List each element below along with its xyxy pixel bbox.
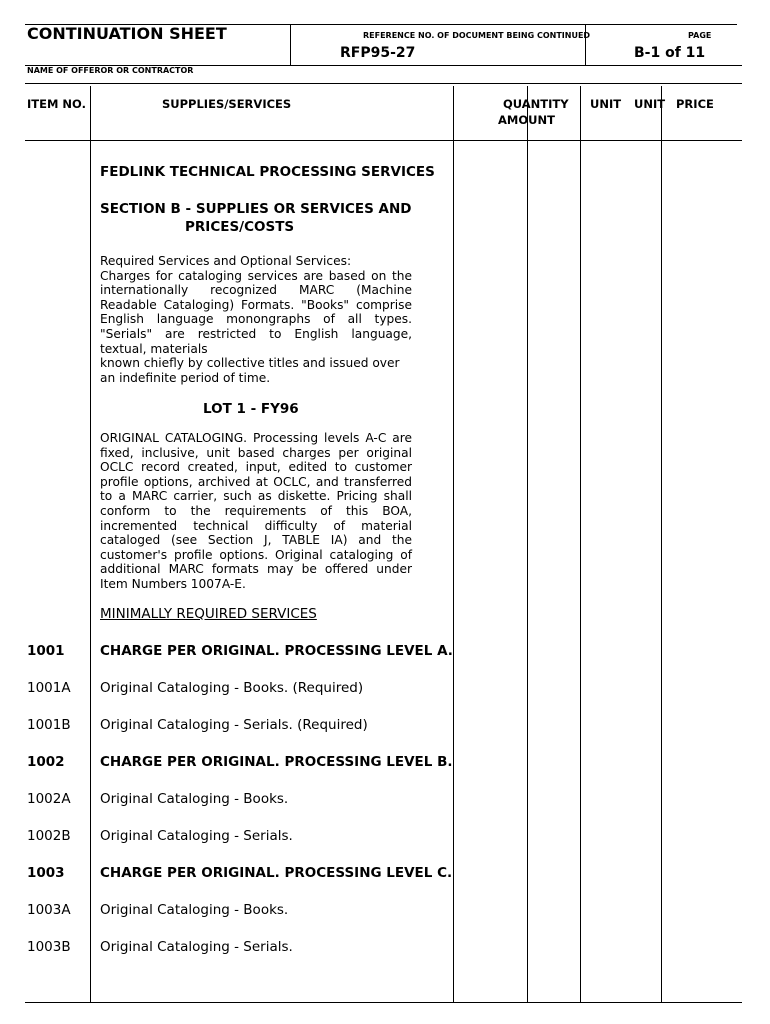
col-quantity: QUANTITY [503, 97, 569, 111]
section-b-line2: PRICES/COSTS [185, 219, 295, 235]
reference-label: REFERENCE NO. OF DOCUMENT BEING CONTINUED [363, 31, 591, 40]
item-number: 1002A [27, 791, 71, 807]
item-number: 1003B [27, 939, 71, 955]
item-description: Original Cataloging - Serials. [100, 939, 293, 955]
item-description: CHARGE PER ORIGINAL. PROCESSING LEVEL A. [100, 643, 453, 659]
item-description: CHARGE PER ORIGINAL. PROCESSING LEVEL B. [100, 754, 453, 770]
item-description: Original Cataloging - Books. [100, 791, 289, 807]
item-description: Original Cataloging - Books. (Required) [100, 680, 364, 696]
col-divider-unit-price [661, 86, 662, 1003]
lot-heading: LOT 1 - FY96 [203, 401, 299, 417]
col-unit-price-unit: UNIT [634, 97, 666, 111]
header-bottom-rule [25, 83, 742, 84]
min-required-heading: MINIMALLY REQUIRED SERVICES [100, 606, 317, 622]
item-number: 1003 [27, 865, 65, 881]
intro-paragraph-2: known chiefly by collective titles and issued over an indefinite period of time. [100, 356, 400, 385]
col-amount: AMOUNT [498, 113, 555, 127]
item-number: 1002 [27, 754, 65, 770]
intro-heading: Required Services and Optional Services: [100, 254, 352, 268]
item-number: 1001 [27, 643, 65, 659]
column-header-rule [25, 140, 742, 141]
original-cataloging-paragraph: ORIGINAL CATALOGING. Processing levels A-C are fixed, inclusive, unit based charges per original OCLC record created, input, edited to customer profile options, archived at OCLC, and transferred to a MARC carrier, such as diskette. Pricing shall conform to the requirements of this BOA, incremented technical difficulty of material cataloged (see Section J, TABLE IA) and the customer's profile options. Original cataloging of additional MARC formats may be offered under Item Numbers 1007A-E. [100, 431, 412, 591]
footer-rule [25, 1002, 742, 1003]
offeror-label: NAME OF OFFEROR OR CONTRACTOR [27, 66, 194, 75]
item-description: Original Cataloging - Serials. (Required) [100, 717, 368, 733]
item-description: CHARGE PER ORIGINAL. PROCESSING LEVEL C. [100, 865, 453, 881]
item-number: 1001A [27, 680, 71, 696]
section-b-line1: SECTION B - SUPPLIES OR SERVICES AND [100, 201, 412, 217]
page-label: PAGE [688, 31, 712, 40]
header-divider-1 [290, 24, 291, 65]
col-divider-supplies [453, 86, 454, 1003]
col-divider-unit [580, 86, 581, 1003]
page-value: B-1 of 11 [634, 45, 706, 61]
intro-block [100, 254, 412, 385]
item-number: 1001B [27, 717, 71, 733]
col-divider-item [90, 86, 91, 1003]
item-number: 1002B [27, 828, 71, 844]
col-supplies: SUPPLIES/SERVICES [162, 97, 292, 111]
reference-value: RFP95-27 [340, 45, 416, 61]
col-unit-price-price: PRICE [676, 97, 714, 111]
item-number: 1003A [27, 902, 71, 918]
intro-paragraph-1: Charges for cataloging services are based on the internationally recognized MARC (Machine Readable Cataloging) Formats. "Books" comprise English language monongraphs of all types. "Serials" are restricted to English language, textual, materials [100, 268, 412, 356]
item-description: Original Cataloging - Books. [100, 902, 289, 918]
sheet-title: CONTINUATION SHEET [27, 24, 227, 43]
col-divider-quantity [527, 86, 528, 1003]
fedlink-heading: FEDLINK TECHNICAL PROCESSING SERVICES [100, 164, 435, 180]
col-item-no: ITEM NO. [27, 97, 86, 111]
item-description: Original Cataloging - Serials. [100, 828, 293, 844]
col-unit: UNIT [590, 97, 622, 111]
